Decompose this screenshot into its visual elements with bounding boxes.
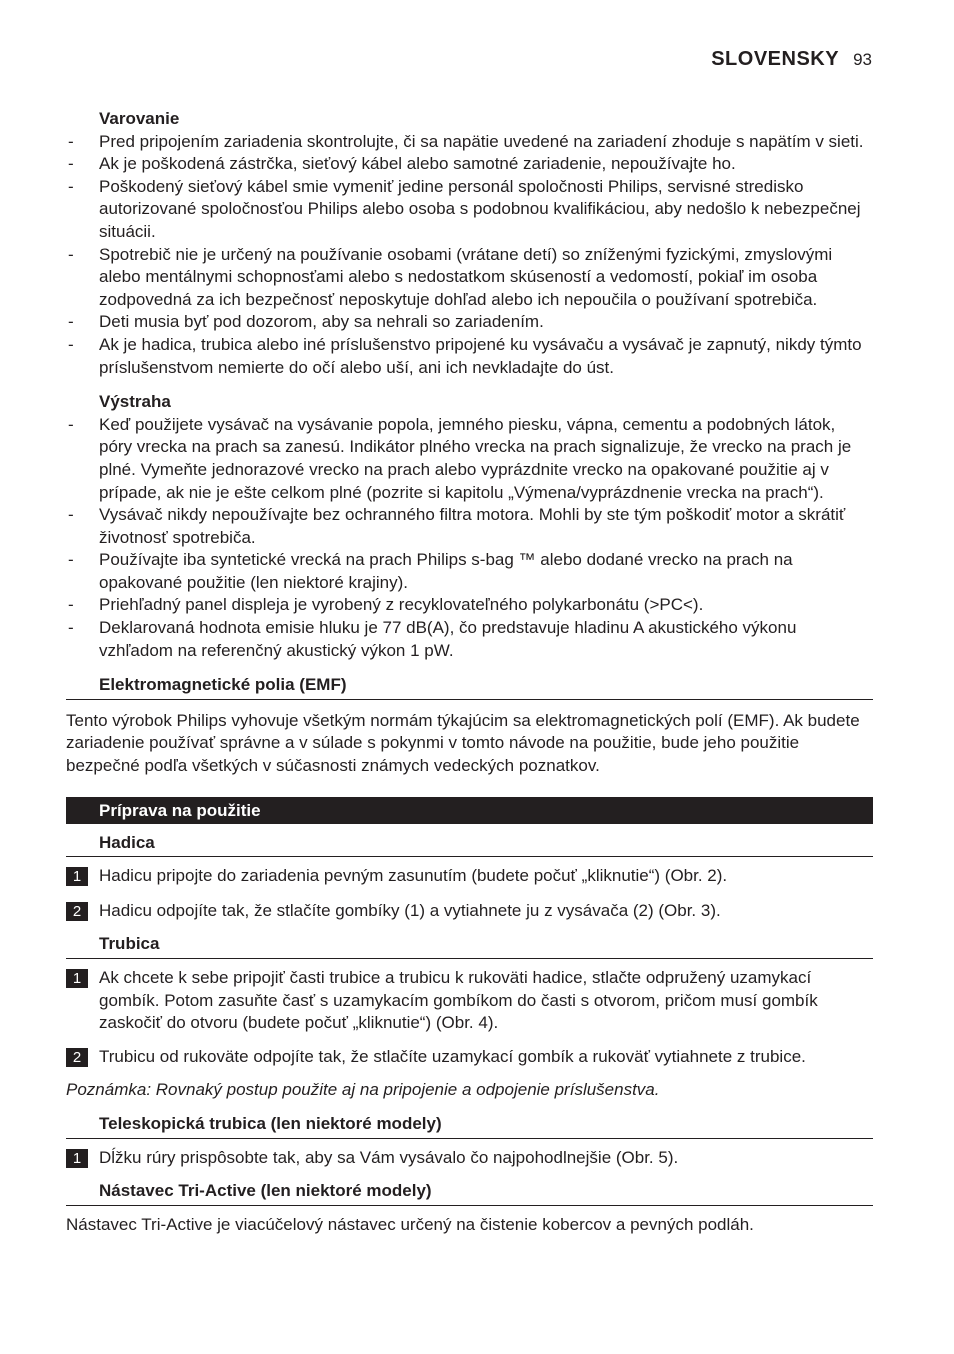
- list-item: - Priehľadný panel displeja je vyrobený z recyklovateľného polykarbonátu (>PC<).: [66, 594, 873, 617]
- step-number: 1: [66, 867, 88, 886]
- telescopic-heading: Teleskopická trubica (len niektoré modely): [66, 1113, 873, 1139]
- prep-section-bar: Príprava na použitie: [66, 797, 873, 824]
- list-item: - Ak je hadica, trubica alebo iné príslušenstvo pripojené ku vysávaču a vysávač je zapnutý, nikdy týmto príslušenstvom nemierte do očí alebo uší, ani ich nevkladajte do úst.: [66, 334, 873, 379]
- list-item: - Používajte iba syntetické vrecká na prach Philips s-bag ™ alebo dodané vrecko na prach na opakované použitie (len niektoré krajiny).: [66, 549, 873, 594]
- emf-heading: Elektromagnetické polia (EMF): [66, 674, 873, 700]
- tube-note: Poznámka: Rovnaký postup použite aj na pripojenie a odpojenie príslušenstva.: [66, 1080, 660, 1100]
- page-number: 93: [853, 50, 872, 69]
- step-text: Ak chcete k sebe pripojiť časti trubice a trubicu k rukoväti hadice, stlačte odpružený uzamykací gombík. Potom zasuňte časť s uzamykacím gombíkom do časti s otvorom, pričom musí gombík zaskočiť do otvoru (budete počuť „kliknutie“) (Obr. 4).: [99, 968, 818, 1033]
- step-number: 1: [66, 969, 88, 988]
- page-content: [66, 108, 873, 1236]
- caution-list: [66, 414, 873, 663]
- triactive-heading: Nástavec Tri-Active (len niektoré modely): [66, 1180, 873, 1206]
- list-item: - Poškodený sieťový kábel smie vymeniť jedine personál spoločnosti Philips, servisné stredisko autorizované spoločnosťou Philips alebo osoba s podobnou kvalifikáciou, aby nedošlo k nebezpečnej situácii.: [66, 176, 873, 244]
- list-item: - Pred pripojením zariadenia skontrolujte, či sa napätie uvedené na zariadení zhoduje s napätím v sieti.: [66, 131, 873, 154]
- emf-paragraph: Tento výrobok Philips vyhovuje všetkým normám týkajúcim sa elektromagnetických polí (EMF). Ak budete zariadenie používať správne a v súlade s pokynmi v tomto návode na použitie, bude jeho použitie bezpečné podľa všetkých v súčasnosti známych vedeckých poznatkov.: [66, 710, 860, 776]
- hose-step-2: [66, 900, 873, 923]
- caution-heading: Výstraha: [99, 392, 171, 412]
- language-label: SLOVENSKY: [711, 48, 840, 70]
- hose-heading: Hadica: [66, 832, 873, 858]
- step-text: Dĺžku rúry prispôsobte tak, aby sa Vám vysávalo čo najpohodlnejšie (Obr. 5).: [99, 1147, 679, 1167]
- warning-list: [66, 131, 873, 380]
- list-item: - Deti musia byť pod dozorom, aby sa nehrali so zariadením.: [66, 311, 873, 334]
- list-item: - Spotrebič nie je určený na používanie osobami (vrátane detí) so zníženými fyzickými, zmyslovými alebo mentálnymi schopnosťami alebo s nedostatkom skúseností a vedomostí, pokiaľ im osoba zodpovedná za ich bezpečnosť neposkytuje dohľad alebo ich nepoučila o používaní spotrebiča.: [66, 244, 873, 312]
- tube-step-2: [66, 1046, 873, 1069]
- step-text: Trubicu od rukoväte odpojíte tak, že stlačíte uzamykací gombík a rukoväť vytiahnete z trubice.: [99, 1046, 806, 1066]
- tube-step-1: [66, 967, 873, 1035]
- list-item: - Vysávač nikdy nepoužívajte bez ochranného filtra motora. Mohli by ste tým poškodiť motor a skrátiť životnosť spotrebiča.: [66, 504, 873, 549]
- list-item: - Deklarovaná hodnota emisie hluku je 77 dB(A), čo predstavuje hladinu A akustického výkonu vzhľadom na referenčný akustický výkon 1 pW.: [66, 617, 873, 662]
- step-number: 1: [66, 1149, 88, 1168]
- tube-heading: Trubica: [66, 933, 873, 959]
- telescopic-step-1: [66, 1147, 873, 1170]
- step-number: 2: [66, 902, 88, 921]
- triactive-paragraph: Nástavec Tri-Active je viacúčelový nástavec určený na čistenie kobercov a pevných podláh.: [66, 1214, 754, 1234]
- step-number: 2: [66, 1048, 88, 1067]
- list-item: - Ak je poškodená zástrčka, sieťový kábel alebo samotné zariadenie, nepoužívajte ho.: [66, 153, 873, 176]
- step-text: Hadicu odpojíte tak, že stlačíte gombíky (1) a vytiahnete ju z vysávača (2) (Obr. 3).: [99, 900, 721, 920]
- list-item: - Keď použijete vysávač na vysávanie popola, jemného piesku, vápna, cementu a podobných látok, póry vrecka na prach sa zanesú. Indikátor plného vrecka na prach signalizuje, že vrecko na prach je plné. Vymeňte jednorazové vrecko na prach alebo vyprázdnite vrecko na opakované použitie aj v prípade, ak nie je ešte celkom plné (pozrite si kapitolu „Výmena/vyprázdnenie vrecka na prach“).: [66, 414, 873, 504]
- warning-heading: Varovanie: [99, 109, 180, 128]
- step-text: Hadicu pripojte do zariadenia pevným zasunutím (budete počuť „kliknutie“) (Obr. 2).: [99, 866, 728, 886]
- hose-step-1: [66, 865, 873, 888]
- page-header: [711, 48, 872, 71]
